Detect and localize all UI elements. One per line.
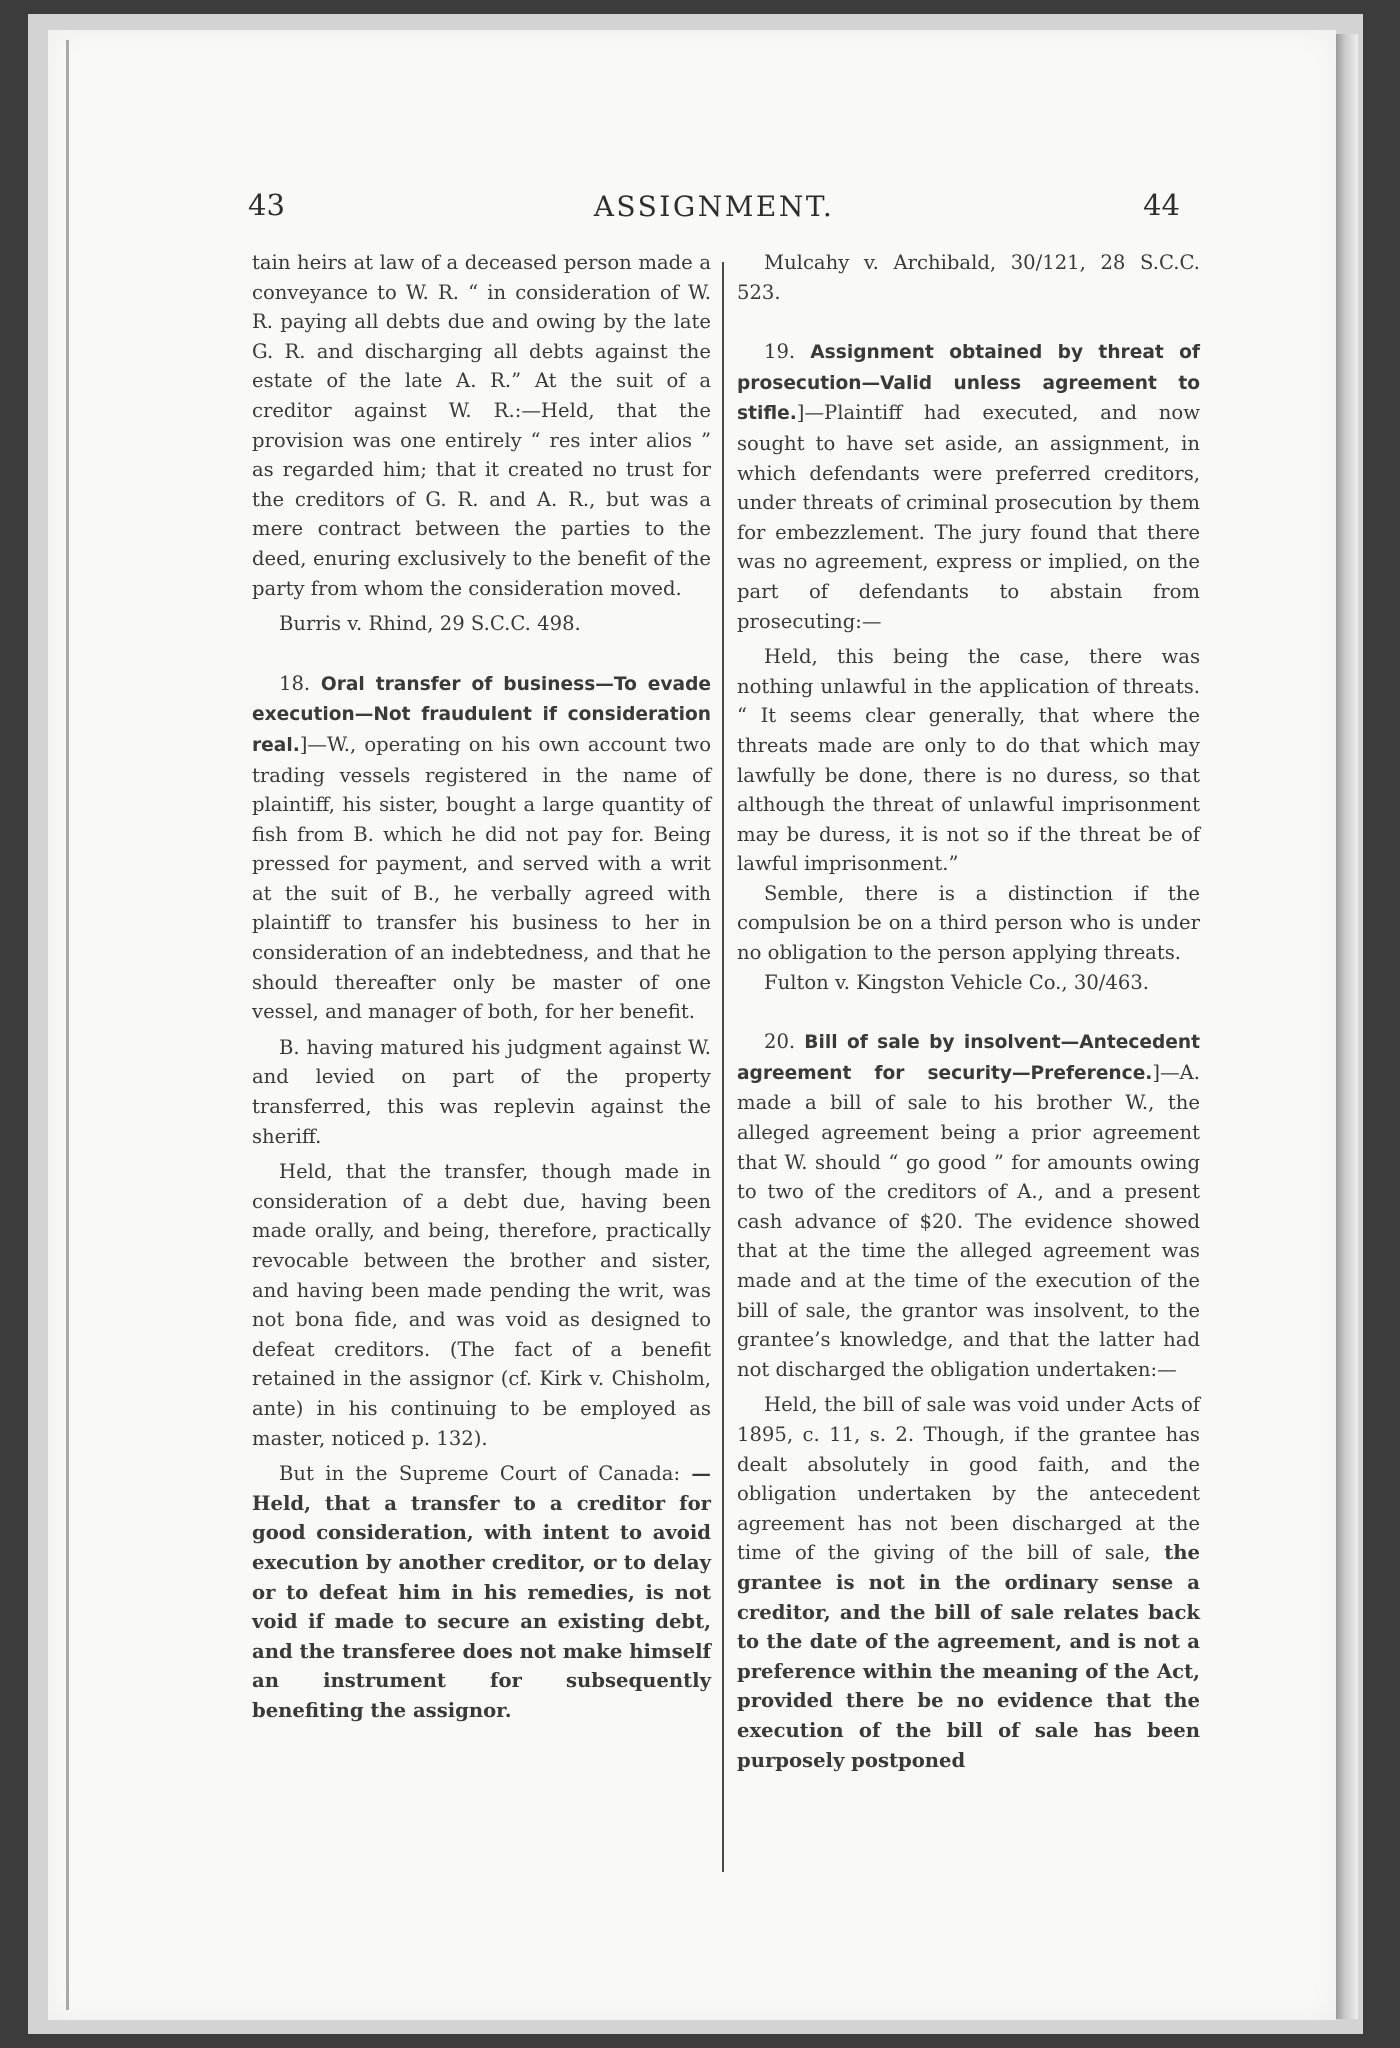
section-heading: Oral transfer of business—To evade execution—Not fraudulent if consideration real.	[252, 673, 711, 756]
case-citation: Mulcahy v. Archibald, 30/121, 28 S.C.C. 523.	[737, 251, 1200, 304]
page-header	[248, 188, 1180, 238]
case-citation: Burris v. Rhind, 29 S.C.C. 498.	[279, 612, 581, 636]
page-edge	[1336, 34, 1358, 2019]
paragraph: tain heirs at law of a deceased person made a conveyance to W. R. “ in consideration of W. R. paying all debts due and owing by the late G. R. and discharging all debts against the estate of the late A. R.” At the suit of a creditor against W. R.:—Held, that the provision was one entirely “ res inter alios ” as regarded him; that it created no trust for the creditors of G. R. and A. R., but was a mere contract between the parties to the deed, enuring exclusively to the benefit of the party from whom the consideration moved.	[252, 251, 711, 600]
running-head: ASSIGNMENT.	[593, 190, 835, 223]
section-number: 19.	[764, 340, 796, 364]
section-number: 18.	[279, 671, 311, 695]
right-page-number: 44	[1143, 188, 1180, 222]
paragraph-text: But in the Supreme Court of Canada:	[279, 1462, 681, 1486]
section-heading: Assignment obtained by threat of prosecution—Valid unless agreement to stifle.	[737, 342, 1200, 425]
left-page-number: 43	[248, 188, 285, 222]
column-divider	[722, 262, 724, 1872]
case-citation: Fulton v. Kingston Vehicle Co., 30/463.	[764, 970, 1150, 994]
page-fold-line	[66, 40, 69, 2010]
paragraph: Held, that the transfer, though made in consideration of a debt due, having been made orally, and being, therefore, practically revocable between the brother and sister, and having been made pending the writ, was not bona fide, and was void as designed to defeat creditors. (The fact of a benefit retained in the assignor (cf. Kirk v. Chisholm, ante) in his continuing to be employed as master, noticed p. 132).	[252, 1160, 711, 1450]
paragraph: Held, this being the case, there was nothing unlawful in the application of threats. “ It seems clear generally, that where the threats made are only to do that which may lawfully be done, there is no duress, so that although the threat of unlawful imprisonment may be duress, it is not so if the threat be of lawful imprisonment.”	[737, 645, 1200, 876]
section-text: ]—W., operating on his own account two trading vessels registered in the name of plaintiff, his sister, bought a large quantity of fish from B. which he did not pay for. Being pressed for payment, and served with a writ at the suit of B., he verbally agreed with plaintiff to transfer his business to her in consideration of an indebtedness, and that he should thereafter only be master of one vessel, and manager of both, for her benefit.	[252, 732, 711, 1024]
section-18	[252, 669, 711, 1027]
paragraph-text: Held, the bill of sale was void under Acts of 1895, c. 11, s. 2. Though, if the grantee has dealt absolutely in good faith, and the obligation undertaken by the antecedent agreement has not been discharged at the time of the giving of the bill of sale,	[737, 1393, 1200, 1565]
section-20	[737, 1027, 1200, 1384]
section-text: ]—A. made a bill of sale to his brother W., the alleged agreement being a prior agreement that W. should “ go good ” for amounts owing to two of the creditors of A., and a present cash advance of $20. The evidence showed that at the time the alleged agreement was made and at the time of the execution of the bill of sale, the grantor was insolvent, to the grantee’s knowledge, and that the latter had not discharged the obligation undertaken:—	[737, 1060, 1200, 1381]
paragraph: B. having matured his judgment against W. and levied on part of the property transferred, this was replevin against the sheriff.	[252, 1035, 711, 1148]
paragraph: Semble, there is a distinction if the compulsion be on a third person who is under no obligation to the person applying threats.	[737, 881, 1200, 965]
section-19	[737, 337, 1200, 636]
holding-text: —Held, that a transfer to a creditor for good consideration, with intent to avoid execution by another creditor, or to delay or to defeat him in his remedies, is not void if made to secure an existing debt, and the transferee does not make himself an instrument for subsequently benefiting the assignor.	[252, 1462, 711, 1722]
right-column	[737, 248, 1200, 1775]
holding-text: the grantee is not in the ordinary sense a creditor, and the bill of sale relates back to the date of the agreement, and is not a preference within the meaning of the Act, provided there be no evidence that the execution of the bill of sale has been purposely postponed	[737, 1541, 1200, 1772]
paragraph	[252, 1459, 711, 1725]
section-number: 20.	[764, 1030, 796, 1054]
section-text: ]—Plaintiff had executed, and now sought to have set aside, an assignment, in which defendants were preferred creditors, under threats of criminal prosecution by them for embezzlement. The jury found that there was no agreement, express or implied, on the part of defendants to abstain from prosecuting:—	[737, 401, 1200, 633]
left-column	[252, 248, 711, 1726]
paragraph	[737, 1390, 1200, 1775]
section-heading: Bill of sale by insolvent—Antecedent agreement for security—Preference.	[737, 1032, 1200, 1084]
